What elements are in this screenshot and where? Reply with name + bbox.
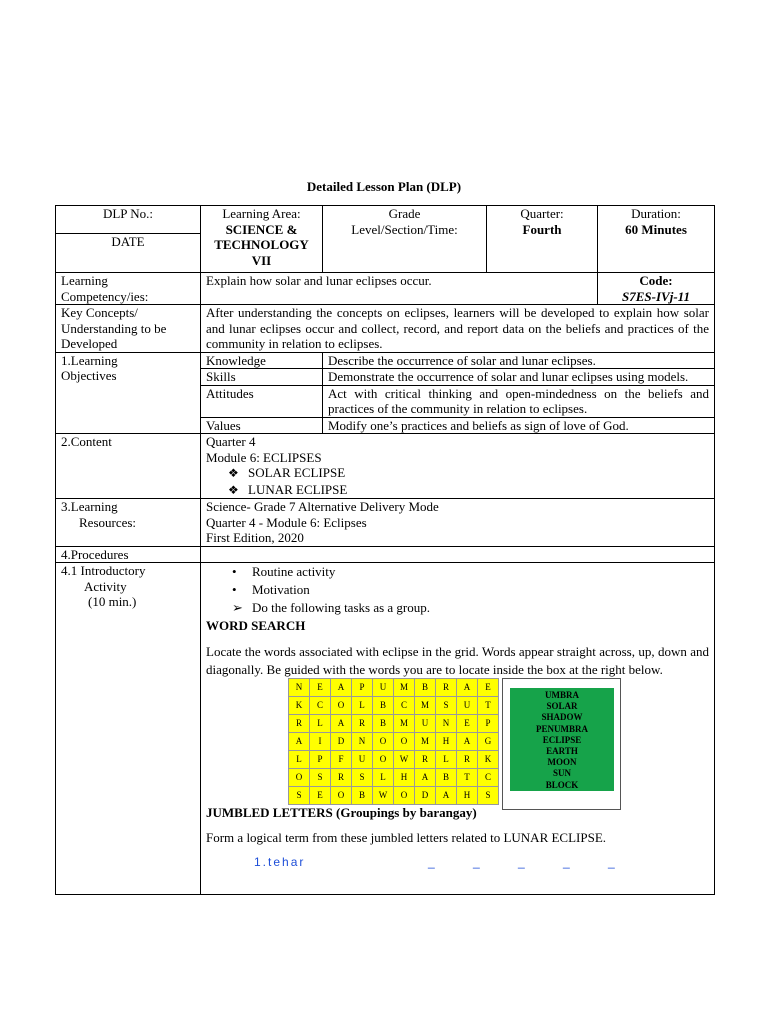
- grid-letter: G: [478, 733, 499, 751]
- grid-letter: H: [436, 733, 457, 751]
- grid-letter: P: [310, 751, 331, 769]
- list-item: [232, 563, 709, 581]
- intro-label-1: 4.1 Introductory: [61, 563, 146, 578]
- grid-letter: C: [310, 697, 331, 715]
- grid-letter: S: [478, 787, 499, 805]
- word-list-item: ECLIPSE: [542, 734, 582, 745]
- grid-letter: T: [478, 697, 499, 715]
- word-list-item: EARTH: [546, 746, 578, 757]
- grid-letter: O: [289, 769, 310, 787]
- grid-letter: C: [394, 697, 415, 715]
- grid-letter: M: [394, 679, 415, 697]
- grid-letter: R: [331, 769, 352, 787]
- grid-letter: R: [289, 715, 310, 733]
- grade-label-2: Level/Section/Time:: [351, 221, 458, 237]
- grid-letter: S: [310, 769, 331, 787]
- competency-text-cell: [201, 273, 598, 305]
- grid-letter: A: [331, 715, 352, 733]
- grid-letter: K: [289, 697, 310, 715]
- content-item-1-text: SOLAR ECLIPSE: [248, 465, 346, 480]
- grid-letter: A: [331, 679, 352, 697]
- learning-area-cell: [201, 206, 323, 273]
- bullet-3-text: Do the following tasks as a group.: [252, 600, 431, 615]
- grid-row: [289, 733, 499, 751]
- objectives-label-cell: [56, 352, 201, 434]
- grid-letter: E: [310, 787, 331, 805]
- procedures-label: 4.Procedures: [56, 546, 201, 563]
- answer-blank: _: [518, 855, 527, 869]
- grid-letter: N: [436, 715, 457, 733]
- learning-area-line-1: SCIENCE &: [225, 221, 298, 237]
- grid-letter: O: [394, 733, 415, 751]
- key-concepts-label-cell: [56, 305, 201, 353]
- grid-letter: H: [394, 769, 415, 787]
- attitudes-text: Act with critical thinking and open-mindedness on the beliefs and practices of the community in relation to eclipses.: [323, 385, 715, 417]
- word-search-instructions: Locate the words associated with eclipse in the grid. Words appear straight across, up, down and diagonally. Be guided with the words you are to locate inside the box at the right below.: [206, 644, 709, 677]
- grid-letter: R: [415, 751, 436, 769]
- dlp-no-cell: [56, 206, 201, 234]
- duration-value: 60 Minutes: [625, 221, 687, 237]
- grid-row: [289, 787, 499, 805]
- grid-letter: M: [415, 733, 436, 751]
- grid-row: [289, 751, 499, 769]
- word-list: [510, 688, 614, 791]
- word-list-item: BLOCK: [545, 779, 579, 790]
- content-item-1: [206, 465, 709, 482]
- duration-label: Duration:: [631, 206, 681, 221]
- grid-letter: A: [415, 769, 436, 787]
- key-concepts-label-1: Key Concepts/: [61, 305, 138, 320]
- intro-activity-label-cell: [56, 563, 201, 895]
- grid-letter: S: [352, 769, 373, 787]
- grid-letter: L: [289, 751, 310, 769]
- resources-cell: [201, 499, 715, 547]
- grid-letter: N: [352, 733, 373, 751]
- answer-blank: _: [428, 855, 437, 869]
- grid-letter: L: [352, 697, 373, 715]
- grid-letter: D: [415, 787, 436, 805]
- grid-letter: A: [457, 679, 478, 697]
- grid-letter: S: [436, 697, 457, 715]
- grid-letter: O: [373, 751, 394, 769]
- content-line-2: Module 6: ECLIPSES: [206, 449, 322, 465]
- procedures-blank: [201, 546, 715, 563]
- word-list-item: SOLAR: [546, 701, 578, 712]
- knowledge-text: Describe the occurrence of solar and lunar eclipses.: [323, 352, 715, 369]
- arrow-bullet-icon: ➢: [232, 600, 243, 615]
- diamond-bullet-icon: ❖: [228, 482, 239, 497]
- duration-cell: [598, 206, 715, 273]
- grid-letter: E: [478, 679, 499, 697]
- grid-letter: E: [457, 715, 478, 733]
- objectives-label-1: 1.Learning: [61, 352, 118, 368]
- objectives-label-2: Objectives: [61, 368, 117, 383]
- grid-letter: K: [478, 751, 499, 769]
- grid-letter: P: [352, 679, 373, 697]
- competency-label-cell: [56, 273, 201, 305]
- bullet-dot-icon: •: [232, 564, 237, 579]
- answer-blanks: [428, 855, 653, 871]
- competency-text: Explain how solar and lunar eclipses occur.: [206, 273, 432, 288]
- grid-letter: O: [394, 787, 415, 805]
- grid-letter: L: [436, 751, 457, 769]
- grid-letter: U: [352, 751, 373, 769]
- code-cell: [598, 273, 715, 305]
- grid-letter: A: [457, 733, 478, 751]
- grid-letter: O: [373, 733, 394, 751]
- dlp-no-label: DLP No.:: [102, 206, 154, 221]
- grid-letter: W: [394, 751, 415, 769]
- grid-letter: I: [310, 733, 331, 751]
- grid-letter: B: [373, 715, 394, 733]
- knowledge-label: Knowledge: [201, 352, 323, 369]
- grid-letter: F: [331, 751, 352, 769]
- grid-letter: M: [415, 697, 436, 715]
- content-cell: [201, 434, 715, 499]
- learning-area-label: Learning Area:: [222, 206, 301, 221]
- competency-label-1: Learning: [61, 273, 108, 288]
- answer-blank: _: [563, 855, 572, 869]
- bullet-dot-icon: •: [232, 582, 237, 597]
- grid-letter: B: [415, 679, 436, 697]
- resources-line-1: Science- Grade 7 Alternative Delivery Mode: [206, 499, 439, 514]
- grid-letter: R: [457, 751, 478, 769]
- grid-letter: T: [457, 769, 478, 787]
- grid-letter: A: [436, 787, 457, 805]
- resources-label-2: Resources:: [79, 514, 137, 530]
- grid-letter: B: [352, 787, 373, 805]
- grid-letter: U: [373, 679, 394, 697]
- resources-line-3: First Edition, 2020: [206, 530, 304, 545]
- grid-letter: B: [436, 769, 457, 787]
- word-search-grid: [288, 678, 499, 805]
- grid-letter: S: [289, 787, 310, 805]
- values-text: Modify one’s practices and beliefs as sign of love of God.: [323, 417, 715, 434]
- word-list-item: SUN: [552, 768, 571, 779]
- resources-label-1: 3.Learning: [61, 499, 118, 514]
- grid-row: [289, 715, 499, 733]
- grid-letter: W: [373, 787, 394, 805]
- code-value: S7ES-IVj-11: [622, 288, 690, 304]
- grade-label-1: Grade: [388, 206, 421, 221]
- grid-row: [289, 697, 499, 715]
- bullet-2-text: Motivation: [252, 582, 310, 597]
- resources-line-2: Quarter 4 - Module 6: Eclipses: [206, 514, 367, 530]
- grid-letter: B: [373, 697, 394, 715]
- jumbled-instructions: Form a logical term from these jumbled letters related to LUNAR ECLIPSE.: [206, 830, 607, 845]
- content-item-2-text: LUNAR ECLIPSE: [248, 481, 348, 497]
- key-concepts-label-2: Understanding to be: [61, 320, 167, 336]
- grid-row: [289, 679, 499, 697]
- grid-letter: H: [457, 787, 478, 805]
- procedure-bullets: [206, 563, 709, 617]
- skills-text: Demonstrate the occurrence of solar and lunar eclipses using models.: [323, 369, 715, 386]
- grid-letter: D: [331, 733, 352, 751]
- jumbled-title: JUMBLED LETTERS (Groupings by barangay): [206, 805, 477, 820]
- diamond-bullet-icon: ❖: [228, 466, 239, 480]
- competency-label-2: Competency/ies:: [61, 288, 149, 304]
- grid-letter: U: [415, 715, 436, 733]
- grid-letter: E: [310, 679, 331, 697]
- grid-letter: A: [289, 733, 310, 751]
- grid-letter: C: [478, 769, 499, 787]
- skills-label: Skills: [201, 369, 323, 386]
- jumbled-item-1: [206, 855, 709, 873]
- lesson-plan-table: [55, 205, 715, 895]
- word-list-item: SHADOW: [541, 712, 583, 723]
- jumbled-word: 1.tehar: [254, 855, 306, 869]
- quarter-label: Quarter:: [520, 206, 564, 221]
- grid-letter: R: [436, 679, 457, 697]
- grid-letter: M: [394, 715, 415, 733]
- answer-blank: _: [608, 855, 617, 869]
- grid-letter: N: [289, 679, 310, 697]
- key-concepts-text: After understanding the concepts on eclipses, learners will be developed to explain how solar and lunar eclipses occur and collect, record, and report data on the beliefs and practices of the community in relation to eclipses.: [201, 305, 715, 353]
- grid-letter: O: [331, 787, 352, 805]
- code-label: Code:: [639, 273, 673, 288]
- word-list-box: [502, 678, 621, 810]
- key-concepts-label-3: Developed: [61, 336, 118, 351]
- learning-area-line-2: TECHNOLOGY: [214, 237, 309, 252]
- answer-blank: _: [473, 855, 482, 869]
- intro-label-2: Activity: [84, 578, 127, 594]
- intro-label-3: (10 min.): [88, 594, 137, 609]
- quarter-cell: [487, 206, 598, 273]
- values-label: Values: [201, 417, 323, 434]
- content-label: 2.Content: [56, 434, 201, 499]
- date-cell: [56, 234, 201, 273]
- content-item-2: [206, 482, 709, 499]
- learning-area-line-3: VII: [251, 252, 272, 268]
- grid-letter: R: [352, 715, 373, 733]
- grid-row: [289, 769, 499, 787]
- grid-letter: U: [457, 697, 478, 715]
- word-list-item: UMBRA: [545, 690, 579, 700]
- grid-letter: P: [478, 715, 499, 733]
- page-title: Detailed Lesson Plan (DLP): [306, 179, 462, 194]
- resources-label-cell: [56, 499, 201, 547]
- date-label: DATE: [111, 234, 145, 249]
- intro-activity-cell: [201, 563, 715, 895]
- grade-level-cell: [323, 206, 487, 273]
- list-item: [232, 599, 709, 617]
- word-list-item: PENUMBRA: [536, 723, 588, 734]
- grid-letter: L: [310, 715, 331, 733]
- bullet-1-text: Routine activity: [252, 564, 336, 579]
- word-list-item: MOON: [547, 757, 577, 768]
- word-search-area: [206, 678, 709, 813]
- grid-letter: O: [331, 697, 352, 715]
- content-line-1: Quarter 4: [206, 434, 256, 449]
- list-item: [232, 581, 709, 599]
- quarter-value: Fourth: [522, 221, 562, 237]
- grid-letter: L: [373, 769, 394, 787]
- attitudes-label: Attitudes: [201, 385, 323, 417]
- word-search-title: WORD SEARCH: [206, 618, 306, 633]
